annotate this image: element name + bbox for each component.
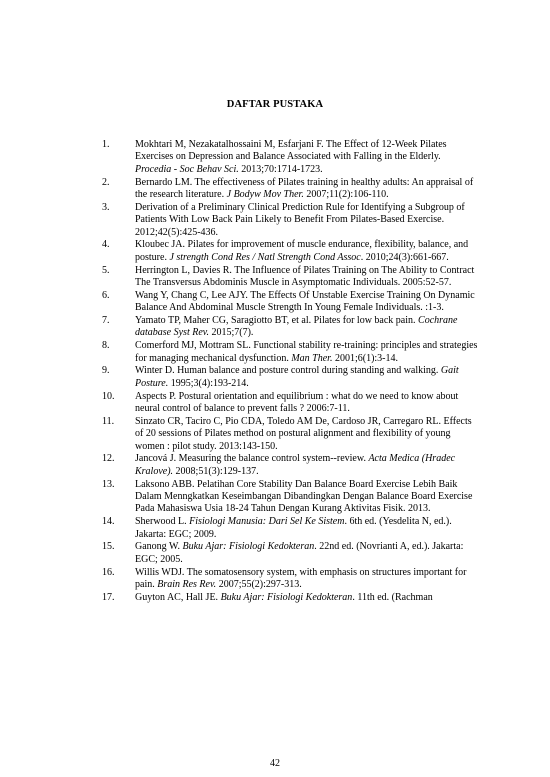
reference-item [102,139,478,176]
reference-tail: . 22nd ed. (Novrianti A, ed.). Jakarta: EGC; 2005. [135,541,464,565]
reference-number: 4. [102,239,110,251]
reference-item [102,365,478,390]
reference-number: 8. [102,340,110,352]
reference-number: 15. [102,541,115,553]
reference-text: Guyton AC, Hall JE. [135,591,221,603]
reference-number: 13. [102,478,115,490]
reference-item [102,416,478,453]
reference-number: 10. [102,390,115,402]
reference-tail: 2015;7(7). [208,327,254,339]
reference-text: Bernardo LM. The effectiveness of Pilates training in healthy adults: An appraisal of the research literature. [135,176,474,201]
reference-number: 2. [102,176,110,188]
reference-number: 12. [102,453,115,465]
reference-item [102,239,478,264]
reference-tail: 1995;3(4):193-214. [168,377,249,389]
reference-number: 17. [102,591,115,603]
reference-text: Wang Y, Chang C, Lee AJY. The Effects Of Unstable Exercise Training On Dynamic Balance And Abdominal Muscle Strength In Young Female Individuals. :1-3. [135,289,475,314]
reference-number: 16. [102,566,115,578]
reference-item [102,453,478,478]
reference-tail: 2007;11(2):106-110. [303,189,389,201]
reference-text: Winter D. Human balance and posture control during standing and walking. [135,365,441,377]
reference-text: Yamato TP, Maher CG, Saragiotto BT, et al. Pilates for low back pain. [135,315,419,327]
reference-item [102,479,478,516]
page-number: 42 [270,758,280,769]
reference-text: Herrington L, Davies R. The Influence of Pilates Training on The Ability to Contract The Transversus Abdominis Muscle in Asymptomatic Individuals. 2005:52-57. [135,264,475,289]
reference-number: 9. [102,365,110,377]
reference-tail: 2008;51(3):129-137. [173,465,259,477]
reference-journal: Acta Medica (Hradec Kralove). [135,453,456,477]
reference-tail: . 11th ed. (Rachman [352,591,433,603]
reference-text: Jancová J. Measuring the balance control system--review. [135,453,369,465]
reference-tail: 2007;55(2):297-313. [216,579,302,591]
reference-number: 6. [102,289,110,301]
reference-number: 11. [102,415,115,427]
reference-item [102,567,478,592]
reference-item [102,265,478,290]
reference-tail: . 2010;24(3):661-667. [360,251,449,263]
reference-journal: Buku Ajar: Fisiologi Kedokteran [182,541,315,553]
reference-item [102,516,478,541]
reference-text: Willis WDJ. The somatosensory system, with emphasis on structures important for pain. [135,566,467,591]
reference-text: Ganong W. [135,541,183,553]
reference-journal: Brain Res Rev. [157,579,217,591]
reference-list [102,139,478,605]
reference-number: 14. [102,516,115,528]
reference-number: 7. [102,315,110,327]
reference-item [102,290,478,315]
reference-text: Sherwood L. [135,516,190,528]
reference-journal: Cochrane database Syst Rev. [135,315,458,339]
reference-item [102,592,478,604]
reference-item [102,177,478,202]
reference-journal: Procedia - Soc Behav Sci. [135,163,239,175]
reference-item [102,315,478,340]
reference-journal: Fisiologi Manusia: Dari Sel Ke Sistem [189,516,345,528]
page-title: DAFTAR PUSTAKA [226,99,324,110]
reference-text: Laksono ABB. Pelatihan Core Stability Dan Balance Board Exercise Lebih Baik Dalam Menngkatkan Keseimbangan Dibandingkan Dengan Balance Board Exercise Pada Mahasiswa Usia 18-24 Tahun Dengan Kurang Aktivitas Fisik. 2013. [135,478,473,515]
reference-text: Aspects P. Postural orientation and equilibrium : what do we need to know about neural control of balance to prevent falls ? 2006:7-11. [135,390,459,415]
reference-number: 1. [102,139,110,150]
reference-journal: Buku Ajar: Fisiologi Kedokteran [220,591,353,603]
reference-item [102,340,478,365]
reference-tail: 2013;70:1714-1723. [238,163,323,175]
reference-journal: J Bodyw Mov Ther. [226,189,304,201]
reference-number: 5. [102,264,110,276]
reference-journal: J strength Cond Res / Natl Strength Cond Assoc [169,251,361,263]
reference-text: Kloubec JA. Pilates for improvement of muscle endurance, flexibility, balance, and posture. [135,239,469,263]
reference-journal: Man Ther. [291,352,333,364]
reference-tail: 2001;6(1):3-14. [332,352,399,364]
reference-text: Derivation of a Preliminary Clinical Prediction Rule for Identifying a Subgroup of Patients With Low Back Pain Likely to Benefit From Pilates-Based Exercise. 2012;42(5):425-436. [135,201,465,238]
reference-number: 3. [102,201,110,213]
reference-tail: . 6th ed. (Yesdelita N, ed.). Jakarta: EGC; 2009. [135,516,452,540]
reference-journal: Gait Posture. [135,365,459,389]
reference-item [102,391,478,416]
reference-text: Comerford MJ, Mottram SL. Functional stability re-training: principles and strategies for managing mechanical dysfunction. [135,340,478,364]
reference-item [102,541,478,566]
reference-text: Sinzato CR, Taciro C, Pio CDA, Toledo AM De, Cardoso JR, Carregaro RL. Effects of 20 sessions of Pilates method on postural alignment and flexibility of young women : pilot study. 2013:143-150. [135,415,472,452]
reference-text: Mokhtari M, Nezakatalhossaini M, Esfarjani F. The Effect of 12-Week Pilates Exercises on Depression and Balance Associated with Falling in the Elderly. [135,139,447,163]
reference-item [102,202,478,239]
